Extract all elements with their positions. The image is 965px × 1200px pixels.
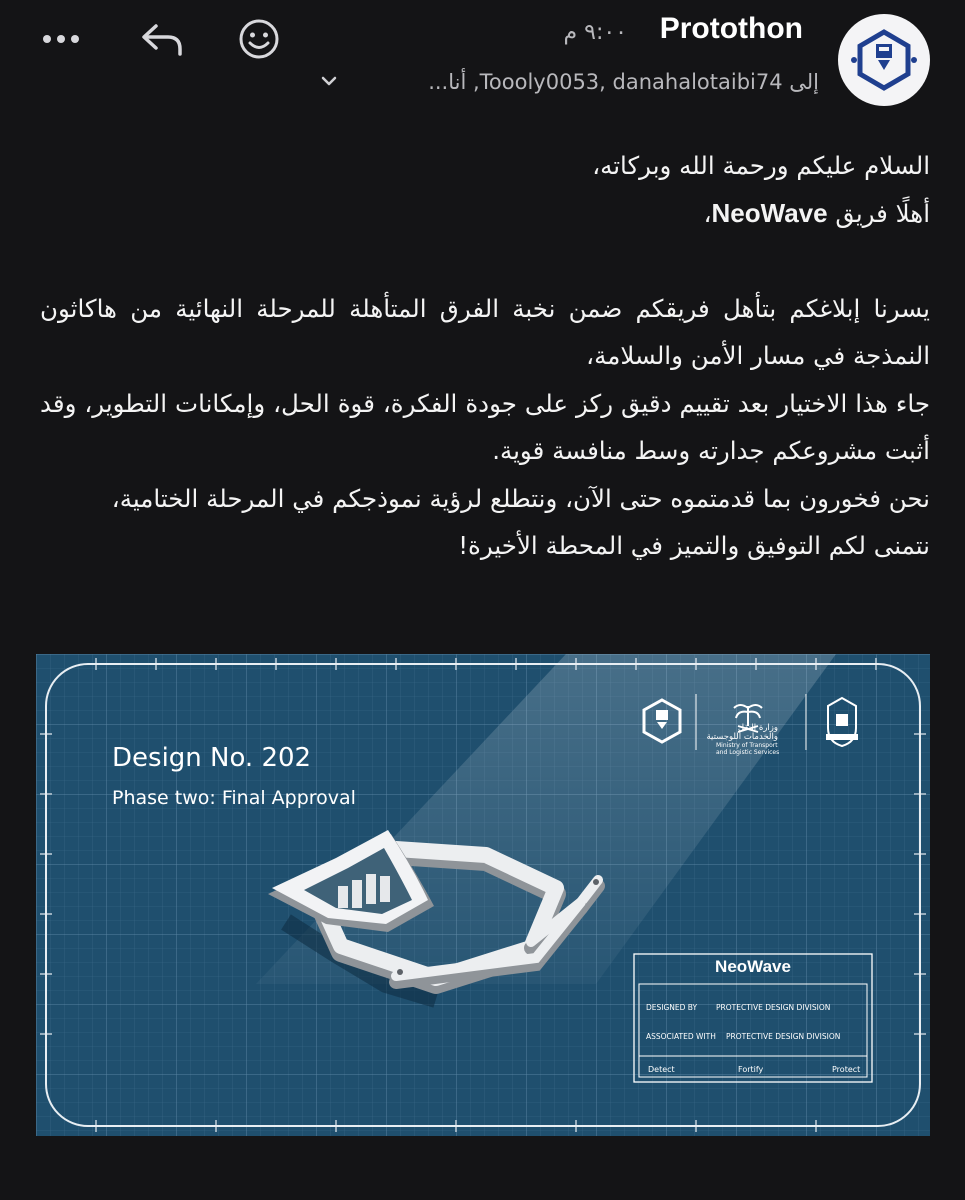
smiley-face-icon [236, 16, 282, 62]
recipients-line[interactable]: إلى Toooly0053, danahalotaibi74, أنا... [428, 70, 819, 94]
ministry-en-2: and Logistic Services [716, 749, 780, 756]
team-name: NeoWave [711, 197, 828, 228]
designed-by-value: PROTECTIVE DESIGN DIVISION [716, 1003, 831, 1012]
paragraph-qualification: يسرنا إبلاغكم بتأهل فريقكم ضمن نخبة الفرق المتأهلة للمرحلة النهائية من هاكاثون النمذجة في مسار الأمن والسلامة، [40, 293, 930, 370]
design-title: Design No. 202 [112, 743, 312, 773]
chevron-down-icon[interactable] [318, 72, 340, 90]
associated-label: ASSOCIATED WITH [646, 1032, 716, 1041]
closing-line: نتمنى لكم التوفيق والتميز في المحطة الأخيرة! [458, 531, 930, 560]
ministry-en-1: Ministry of Transport [716, 742, 778, 749]
associated-value: PROTECTIVE DESIGN DIVISION [726, 1032, 841, 1041]
more-horizontal-icon [38, 16, 84, 62]
footer-detect: Detect [648, 1065, 675, 1074]
reply-button[interactable] [138, 16, 184, 62]
react-button[interactable] [236, 16, 282, 62]
footer-protect: Protect [832, 1065, 861, 1074]
design-phase: Phase two: Final Approval [112, 787, 356, 809]
footer-fortify: Fortify [738, 1065, 764, 1074]
sender-avatar[interactable] [838, 14, 930, 106]
message-body [40, 142, 930, 570]
paragraph-evaluation: جاء هذا الاختيار بعد تقييم دقيق ركز على جودة الفكرة، قوة الحل، وإمكانات التطوير، وقد أثبت مشروعكم جدارته وسط منافسة قوية. [40, 388, 930, 465]
welcome-line [40, 190, 930, 238]
welcome-suffix: ، [703, 198, 712, 228]
ministry-ar-1: وزارة النقل [737, 723, 778, 733]
sender-name[interactable]: Protothon [659, 12, 803, 45]
ministry-ar-2: والخدمات اللوجستية [706, 732, 778, 742]
reply-arrow-icon [138, 16, 184, 62]
blueprint-illustration [36, 654, 930, 1136]
protothon-logo-icon [838, 14, 930, 106]
paragraph-pride: نحن فخورون بما قدمتموه حتى الآن، ونتطلع لرؤية نموذجكم في المرحلة الختامية، [111, 483, 930, 513]
welcome-prefix: أهلًا فريق [827, 198, 930, 228]
greeting-line: السلام عليكم ورحمة الله وبركاته، [592, 151, 930, 180]
card-title: NeoWave [715, 957, 791, 976]
designed-by-label: DESIGNED BY [646, 1003, 698, 1012]
attachment-image[interactable] [36, 654, 930, 1136]
more-options-button[interactable] [38, 16, 84, 62]
message-time: ٩:٠٠ م [563, 20, 627, 45]
